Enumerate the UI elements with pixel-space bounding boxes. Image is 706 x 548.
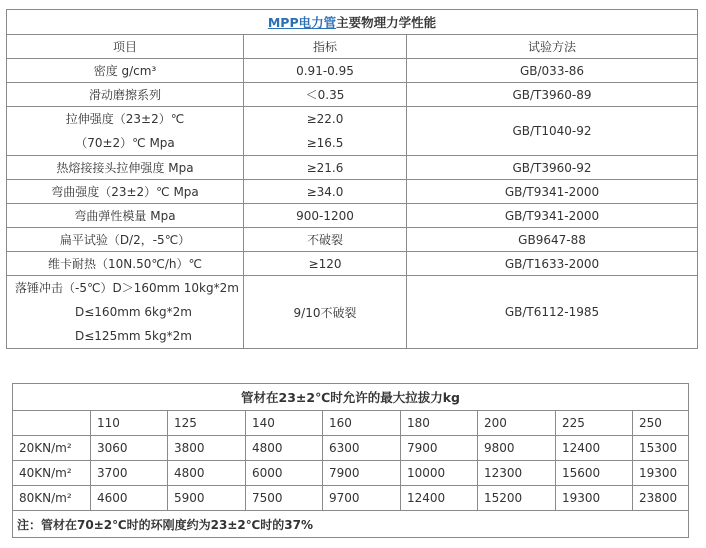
table-row: 80KN/m² 4600 5900 7500 9700 12400 15200 19300 23800 — [13, 486, 689, 511]
table-row: 维卡耐热（10N.50℃/h）℃ ≥120 GB/T1633-2000 — [7, 252, 698, 276]
table-row: 弯曲弹性模量 Mpa 900-1200 GB/T9341-2000 — [7, 204, 698, 228]
table-title: MPP电力管主要物理力学性能 — [7, 10, 698, 35]
note-row — [13, 511, 689, 538]
table-row: 扁平试验（D/2，-5℃） 不破裂 GB9647-88 — [7, 228, 698, 252]
table-row: 20KN/m² 3060 3800 4800 6300 7900 9800 12400 15300 — [13, 436, 689, 461]
mpp-power-pipe-link[interactable]: MPP电力管 — [267, 15, 337, 30]
table-row: 密度 g/cm³ 0.91-0.95 GB/033-86 — [7, 59, 698, 83]
table-row: 弯曲强度（23±2）℃ Mpa ≥34.0 GB/T9341-2000 — [7, 180, 698, 204]
table-title: 管材在23±2℃时允许的最大拉拔力kg — [13, 384, 689, 411]
header-item: 项目 — [7, 35, 244, 59]
size-header-row: 110 125 140 160 180 200 225 250 — [13, 411, 689, 436]
table-row: 拉伸强度（23±2）℃ （70±2）℃ Mpa ≥22.0 ≥16.5 GB/T1040-92 — [7, 107, 698, 156]
table-row: 热熔接接头拉伸强度 Mpa ≥21.6 GB/T3960-92 — [7, 156, 698, 180]
table-title-row — [13, 384, 689, 411]
table-title-row — [7, 10, 698, 35]
header-method: 试验方法 — [407, 35, 698, 59]
header-value: 指标 — [244, 35, 407, 59]
table-row: 滑动磨擦系列 ＜0.35 GB/T3960-89 — [7, 83, 698, 107]
table-note: 注：管材在70±2℃时的环刚度约为23±2℃时的37% — [13, 511, 689, 538]
pulling-force-table — [12, 383, 689, 538]
physical-properties-table — [6, 9, 698, 349]
table-row: 40KN/m² 3700 4800 6000 7900 10000 12300 15600 19300 — [13, 461, 689, 486]
table-row: 落锤冲击（-5℃）D＞160mm 10kg*2m D≤160mm 6kg*2m D≤125mm 5kg*2m 9/10不破裂 GB/T6112-1985 — [7, 276, 698, 349]
header-row — [7, 35, 698, 59]
